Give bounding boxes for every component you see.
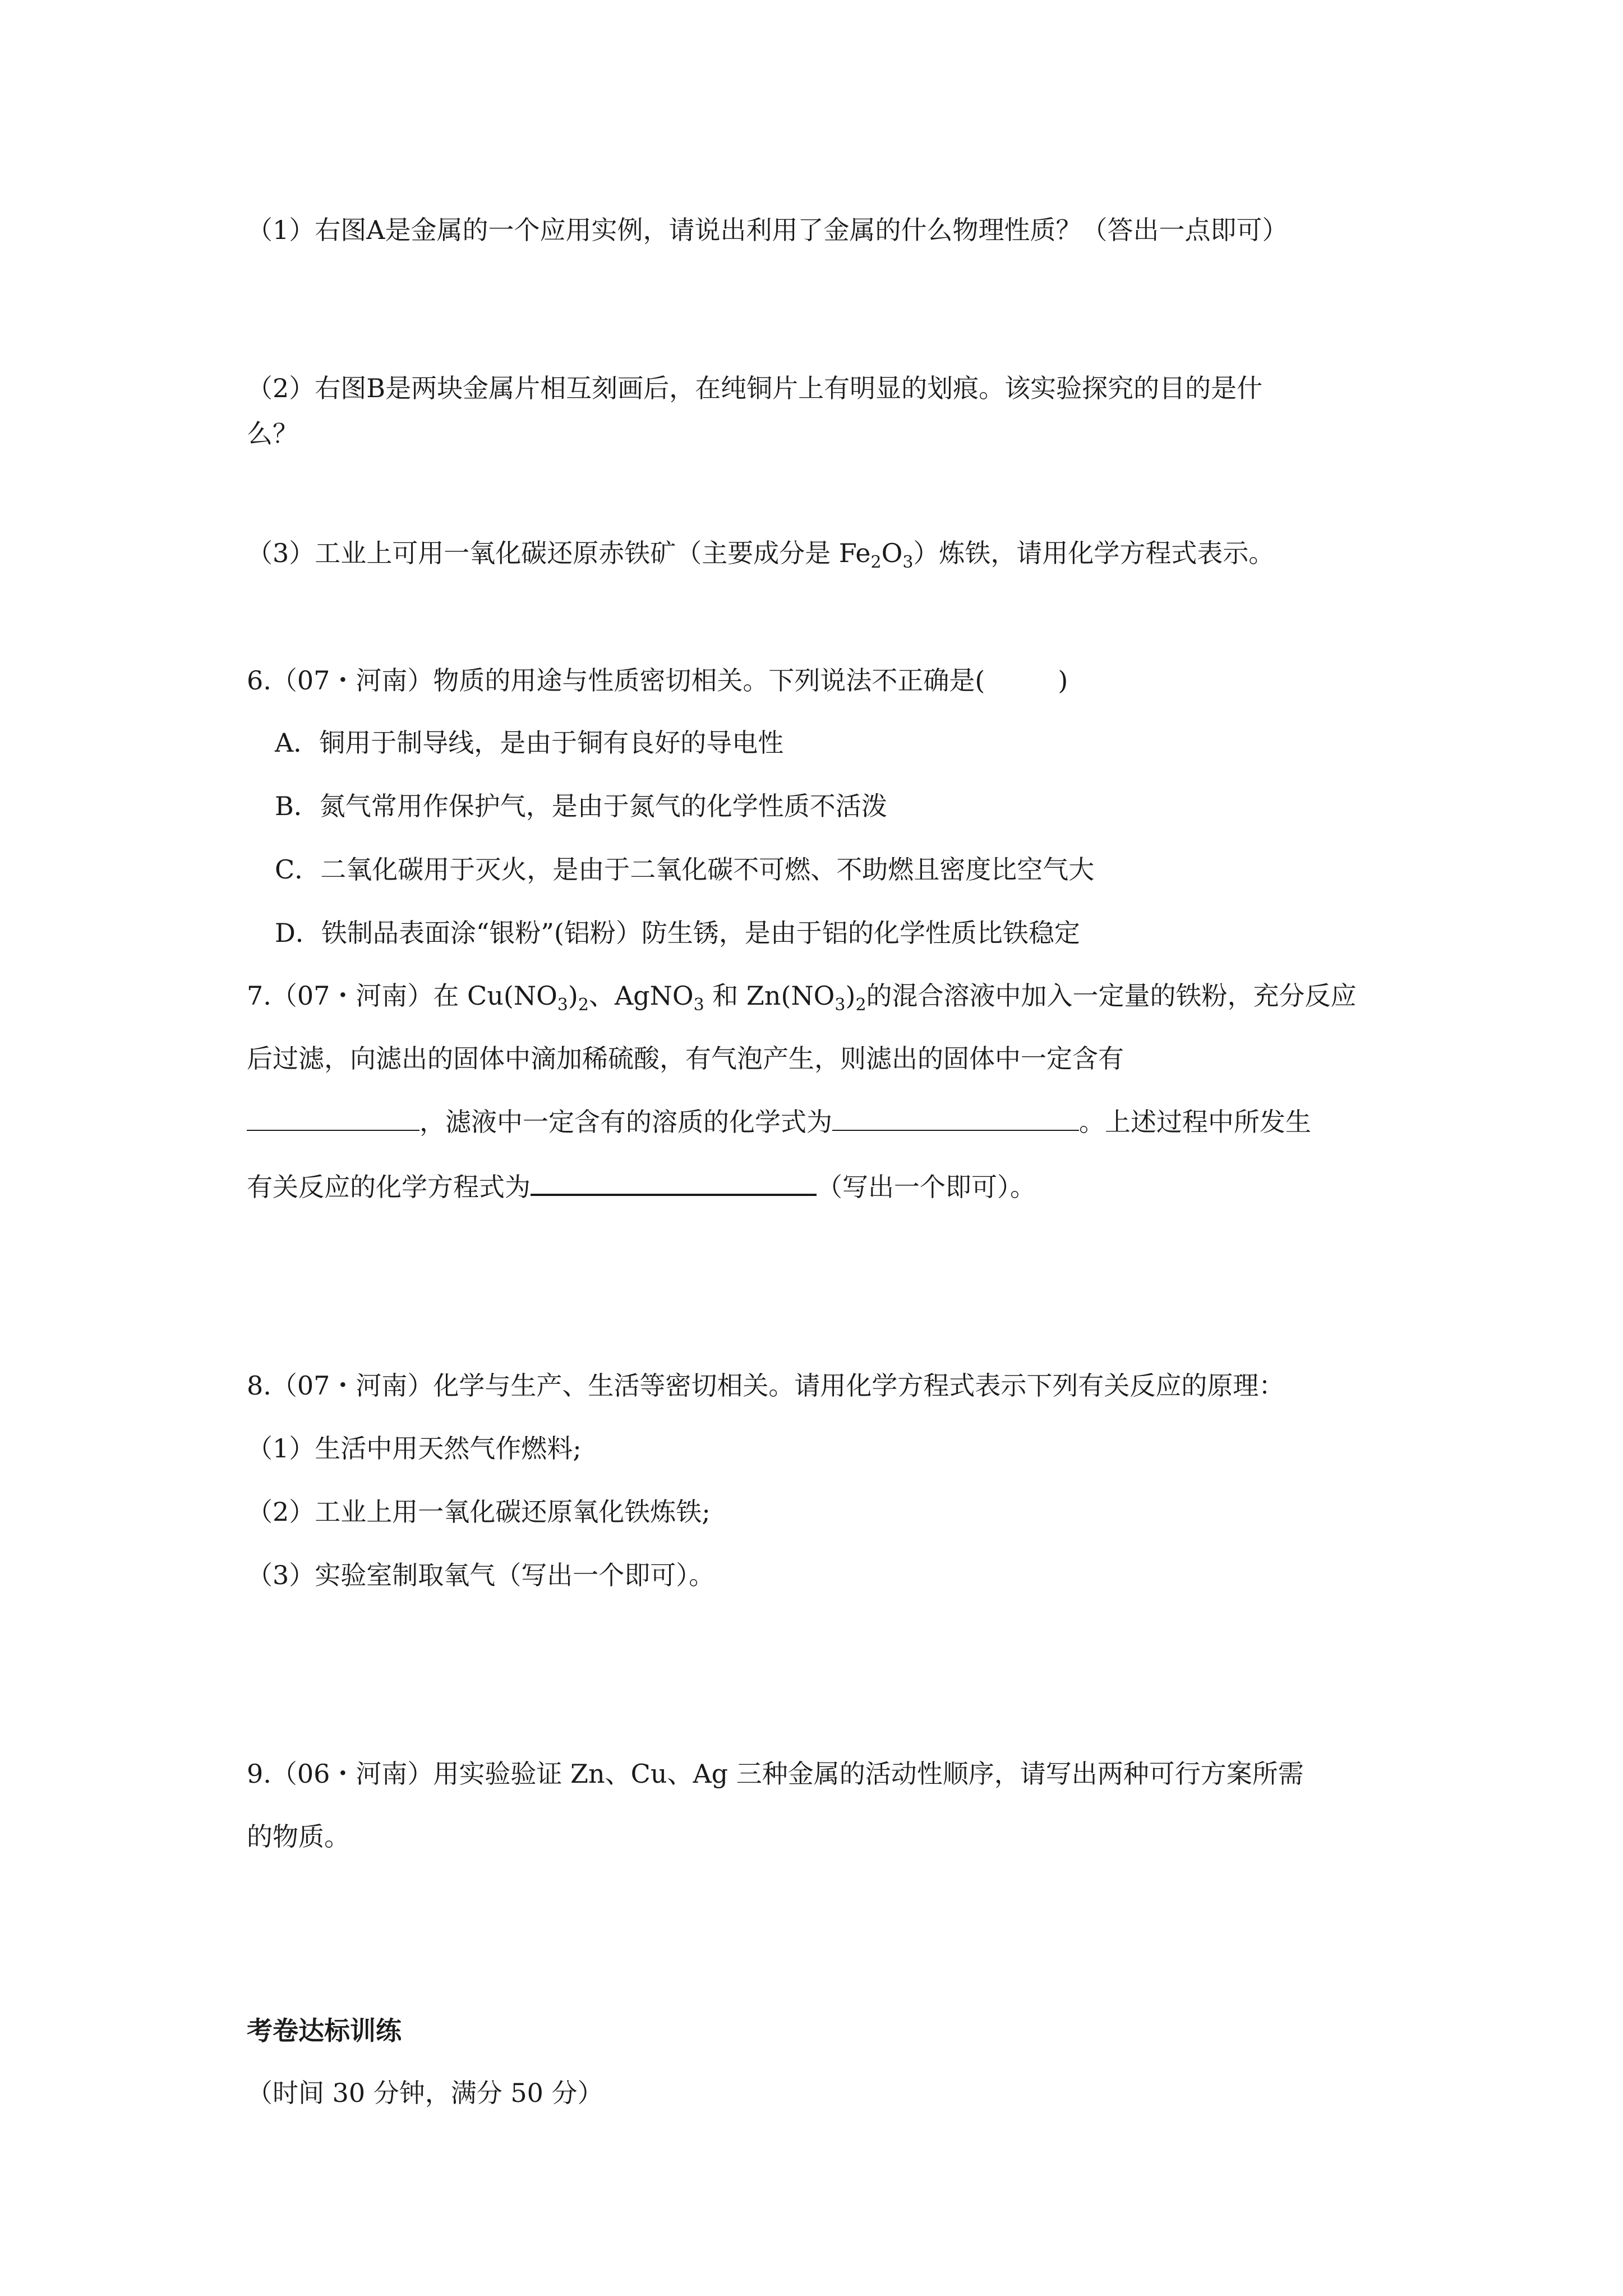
q6-stem-pre: 6.（07・河南）物质的用途与性质密切相关。下列说法不正确是( [247, 665, 985, 696]
q7-l1-f: 的混合溶液中加入一定量的铁粉，充分反应 [866, 981, 1357, 1011]
q7-line4 [247, 1169, 1036, 1204]
q7-l1-c: 、AgNO [588, 981, 694, 1011]
q5-sub1: （1）右图A是金属的一个应用实例，请说出利用了金属的什么物理性质？（答出一点即可） [247, 215, 1288, 245]
q6-stem-post: ) [1058, 665, 1068, 696]
q7-line4-pre: 有关反应的化学方程式为 [247, 1172, 531, 1202]
q7-line2: 后过滤，向滤出的固体中滴加稀硫酸，有气泡产生，则滤出的固体中一定含有 [247, 1043, 1124, 1074]
q7-blank-solid[interactable] [247, 1105, 419, 1131]
section-title: 考卷达标训练 [247, 2016, 402, 2046]
q7-l1-a: 7.（07・河南）在 Cu(NO [247, 981, 557, 1011]
q7-blank-equation[interactable] [531, 1169, 817, 1196]
q8-item-2: （2）工业上用一氧化碳还原氧化铁炼铁; [247, 1497, 711, 1527]
q7-line3-mid: ，滤液中一定含有的溶质的化学式为 [419, 1107, 832, 1137]
q7-blank-solute[interactable] [832, 1105, 1079, 1131]
q6-stem [247, 664, 1068, 697]
q7-l1-s1: 3 [557, 995, 568, 1015]
q7-l1-s2: 2 [578, 995, 589, 1015]
q5-sub3-mid: O [881, 538, 903, 568]
q5-sub2-line1: （2）右图B是两块金属片相互刻画后，在纯铜片上有明显的划痕。该实验探究的目的是什 [247, 373, 1263, 403]
q7-l1-b: ) [568, 981, 578, 1011]
q7-l1-s3: 3 [693, 995, 704, 1015]
section-subtitle: （时间 30 分钟，满分 50 分） [247, 2078, 603, 2108]
q6-option-d: D．铁制品表面涂“银粉”(铝粉）防生锈，是由于铝的化学性质比铁稳定 [275, 918, 1080, 948]
q8-stem: 8.（07・河南）化学与生产、生活等密切相关。请用化学方程式表示下列有关反应的原理： [247, 1370, 1285, 1401]
q7-l1-d: 和 Zn(NO [704, 981, 835, 1011]
q5-sub3-post: ）炼铁，请用化学方程式表示。 [913, 538, 1275, 568]
q7-line3-post: 。上述过程中所发生 [1079, 1107, 1311, 1137]
q7-line4-post: （写出一个即可）。 [817, 1172, 1036, 1202]
q7-l1-s5: 2 [855, 995, 866, 1015]
q5-sub3-pre: （3）工业上可用一氧化碳还原赤铁矿（主要成分是 Fe [247, 538, 871, 568]
q5-sub3-sub1: 2 [870, 553, 882, 573]
q7-line1 [247, 979, 1357, 1013]
q7-l1-e: ) [845, 981, 856, 1011]
q6-option-c: C．二氧化碳用于灭火，是由于二氧化碳不可燃、不助燃且密度比空气大 [275, 854, 1095, 885]
q5-sub3 [247, 536, 1275, 573]
q6-option-a: A．铜用于制导线，是由于铜有良好的导电性 [275, 728, 784, 758]
q9-line2: 的物质。 [247, 1821, 350, 1852]
q8-item-1: （1）生活中用天然气作燃料; [247, 1433, 582, 1464]
q6-option-b: B．氮气常用作保护气，是由于氮气的化学性质不活泼 [275, 791, 887, 821]
q9-line1: 9.（06・河南）用实验验证 Zn、Cu、Ag 三种金属的活动性顺序，请写出两种可行方案所需 [247, 1759, 1304, 1789]
q8-item-3: （3）实验室制取氧气（写出一个即可）。 [247, 1560, 715, 1590]
q5-sub3-sub2: 3 [902, 553, 914, 573]
q7-line3 [247, 1105, 1311, 1139]
q7-l1-s4: 3 [834, 995, 846, 1015]
q5-sub2-line2: 么？ [247, 418, 298, 449]
